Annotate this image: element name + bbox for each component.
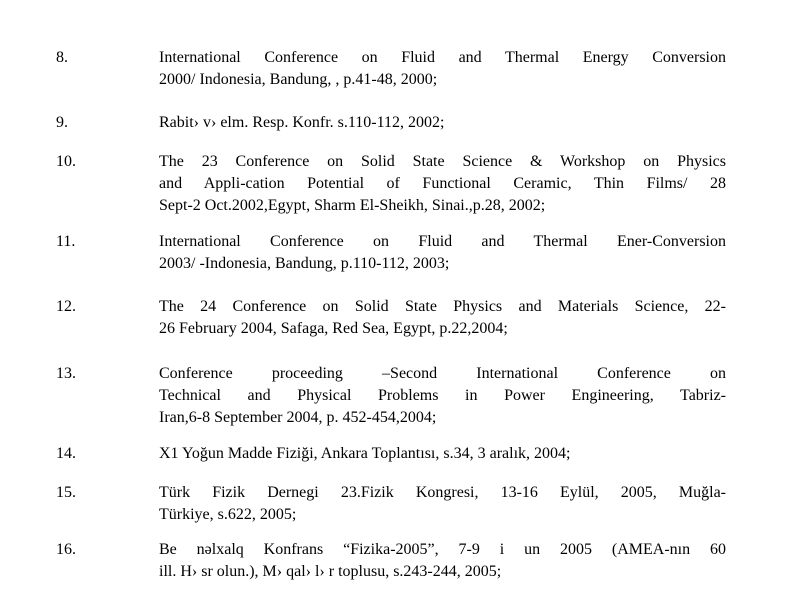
item-text [159, 539, 726, 583]
item-text-line: 2000/ Indonesia, Bandung, , p.41-48, 2000; [159, 71, 438, 88]
item-text-line: Türkiye, s.622, 2005; [159, 506, 297, 523]
item-number: 13. [56, 365, 76, 382]
item-text-line: Be nəlxalq Konfrans “Fizika-2005”, 7-9 i un 2005 (AMEA-nın 60 [159, 541, 726, 558]
item-text-line: International Conference on Fluid and Thermal Energy Conversion [159, 49, 726, 66]
item-text [159, 231, 726, 275]
item-text-line: and Appli-cation Potential of Functional Ceramic, Thin Films/ 28 [159, 175, 726, 192]
item-text-line: 26 February 2004, Safaga, Red Sea, Egypt, p.22,2004; [159, 320, 508, 337]
item-number: 8. [56, 49, 68, 66]
item-text-line: The 24 Conference on Solid State Physics and Materials Science, 22- [159, 298, 726, 315]
item-text-line: The 23 Conference on Solid State Science & Workshop on Physics [159, 153, 726, 170]
item-text-line: International Conference on Fluid and Thermal Ener-Conversion [159, 233, 726, 250]
item-number: 14. [56, 445, 76, 462]
item-text-line: Conference proceeding –Second International Conference on [159, 365, 726, 382]
item-text [159, 363, 726, 429]
item-number: 11. [56, 233, 76, 250]
item-text [159, 151, 726, 217]
item-text [159, 112, 726, 134]
item-text [159, 296, 726, 340]
item-text-line: Iran,6-8 September 2004, p. 452-454,2004; [159, 409, 437, 426]
item-number: 15. [56, 484, 76, 501]
item-text-line: 2003/ -Indonesia, Bandung, p.110-112, 2003; [159, 255, 450, 272]
item-text-line: ill. H› sr olun.), M› qal› l› r toplusu, s.243-244, 2005; [159, 563, 502, 580]
item-text [159, 47, 726, 91]
item-text [159, 443, 726, 465]
item-text-line: Sept-2 Oct.2002,Egypt, Sharm El-Sheikh, Sinai.,p.28, 2002; [159, 197, 546, 214]
item-text [159, 482, 726, 526]
item-text-line: Rabit› v› elm. Resp. Konfr. s.110-112, 2002; [159, 114, 445, 131]
item-text-line: Türk Fizik Dernegi 23.Fizik Kongresi, 13-16 Eylül, 2005, Muğla- [159, 484, 726, 501]
item-number: 9. [56, 114, 68, 131]
item-text-line: X1 Yoğun Madde Fiziği, Ankara Toplantısı, s.34, 3 aralık, 2004; [159, 445, 571, 462]
item-number: 16. [56, 541, 76, 558]
item-text-line: Technical and Physical Problems in Power Engineering, Tabriz- [159, 387, 726, 404]
item-number: 12. [56, 298, 76, 315]
item-number: 10. [56, 153, 76, 170]
